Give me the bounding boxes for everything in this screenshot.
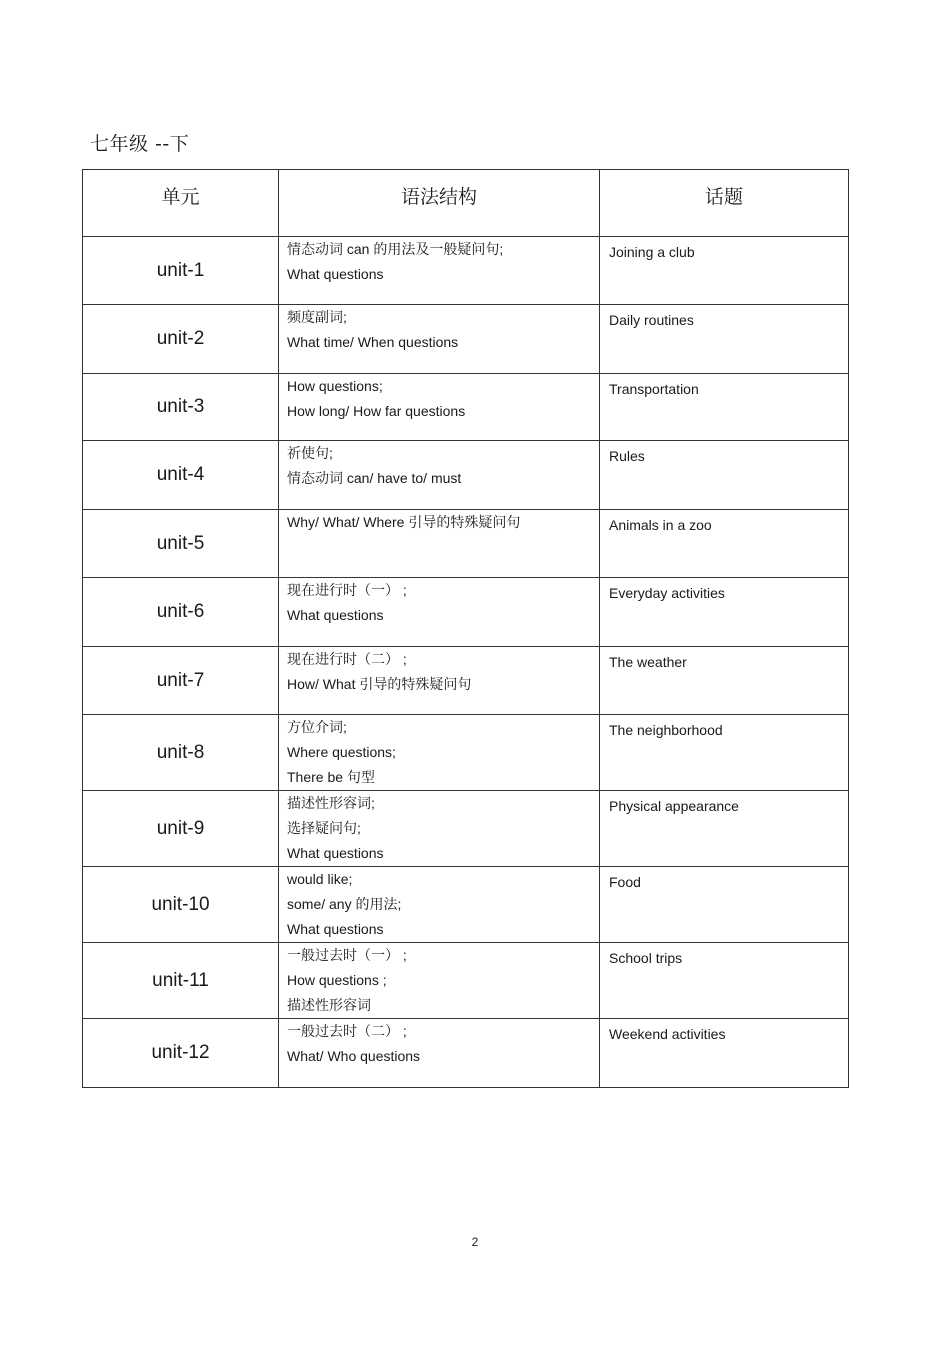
grammar-line: What time/ When questions <box>287 334 459 350</box>
table-row <box>83 715 849 791</box>
topic-cell: Rules <box>600 441 849 510</box>
table-row <box>83 374 849 441</box>
unit-cell: unit-9 <box>83 791 279 867</box>
topic-cell: Daily routines <box>600 305 849 374</box>
table-row <box>83 647 849 715</box>
grammar-line: How/ What 引导的特殊疑问句 <box>287 676 472 692</box>
table-row <box>83 791 849 867</box>
grammar-line: 描述性形容词; <box>287 795 375 811</box>
page-title: 七年级 --下 <box>90 133 190 155</box>
grammar-line: There be 句型 <box>287 769 375 785</box>
grammar-line: 情态动词 can/ have to/ must <box>287 470 462 486</box>
grammar-line: What/ Who questions <box>287 1048 421 1064</box>
grammar-cell <box>279 791 600 867</box>
grammar-line: 频度副词; <box>287 309 347 325</box>
units-table <box>82 169 849 1088</box>
grammar-line: 一般过去时（二） ; <box>287 1023 407 1039</box>
unit-cell: unit-12 <box>83 1019 279 1088</box>
grammar-line: Where questions; <box>287 744 396 760</box>
header-unit: 单元 <box>83 170 279 237</box>
grammar-line: would like; <box>287 871 353 887</box>
grammar-line: 情态动词 can 的用法及一般疑问句; <box>287 241 504 257</box>
grammar-cell <box>279 943 600 1019</box>
grammar-line: 现在进行时（一） ; <box>287 582 407 598</box>
page-number: 2 <box>471 1235 479 1249</box>
grammar-line: 现在进行时（二） ; <box>287 651 407 667</box>
table-row <box>83 1019 849 1088</box>
unit-cell: unit-5 <box>83 510 279 578</box>
topic-cell: Animals in a zoo <box>600 510 849 578</box>
grammar-line: How long/ How far questions <box>287 403 466 419</box>
grammar-line: 一般过去时（一） ; <box>287 947 407 963</box>
grammar-cell <box>279 715 600 791</box>
grammar-line: Why/ What/ Where 引导的特殊疑问句 <box>287 514 521 530</box>
grammar-line: 祈使句; <box>287 445 333 461</box>
header-topic: 话题 <box>600 170 849 237</box>
grammar-cell <box>279 237 600 305</box>
table-header-row <box>83 170 849 237</box>
table-row <box>83 305 849 374</box>
unit-cell: unit-8 <box>83 715 279 791</box>
unit-cell: unit-1 <box>83 237 279 305</box>
topic-cell: Everyday activities <box>600 578 849 647</box>
table-row <box>83 441 849 510</box>
topic-cell: Transportation <box>600 374 849 441</box>
topic-cell: The weather <box>600 647 849 715</box>
grammar-cell <box>279 1019 600 1088</box>
grammar-line: What questions <box>287 266 384 282</box>
header-grammar: 语法结构 <box>279 170 600 237</box>
grammar-line: 方位介词; <box>287 719 347 735</box>
unit-cell: unit-3 <box>83 374 279 441</box>
unit-cell: unit-6 <box>83 578 279 647</box>
grammar-line: 描述性形容词 <box>287 997 371 1013</box>
topic-cell: Food <box>600 867 849 943</box>
grammar-cell <box>279 305 600 374</box>
grammar-cell <box>279 510 600 578</box>
grammar-line: some/ any 的用法; <box>287 896 402 912</box>
grammar-line: 选择疑问句; <box>287 820 361 836</box>
grammar-cell <box>279 578 600 647</box>
unit-cell: unit-4 <box>83 441 279 510</box>
grammar-cell <box>279 647 600 715</box>
unit-cell: unit-2 <box>83 305 279 374</box>
unit-cell: unit-7 <box>83 647 279 715</box>
grammar-cell <box>279 867 600 943</box>
unit-cell: unit-10 <box>83 867 279 943</box>
topic-cell: Physical appearance <box>600 791 849 867</box>
table-row <box>83 237 849 305</box>
topic-cell: School trips <box>600 943 849 1019</box>
table-row <box>83 510 849 578</box>
topic-cell: Weekend activities <box>600 1019 849 1088</box>
grammar-line: What questions <box>287 607 384 623</box>
grammar-line: What questions <box>287 845 384 861</box>
table-row <box>83 867 849 943</box>
topic-cell: Joining a club <box>600 237 849 305</box>
grammar-line: How questions; <box>287 378 383 394</box>
unit-cell: unit-11 <box>83 943 279 1019</box>
topic-cell: The neighborhood <box>600 715 849 791</box>
table-row <box>83 943 849 1019</box>
grammar-cell <box>279 374 600 441</box>
grammar-cell <box>279 441 600 510</box>
grammar-line: What questions <box>287 921 384 937</box>
grammar-line: How questions ; <box>287 972 387 988</box>
table-row <box>83 578 849 647</box>
